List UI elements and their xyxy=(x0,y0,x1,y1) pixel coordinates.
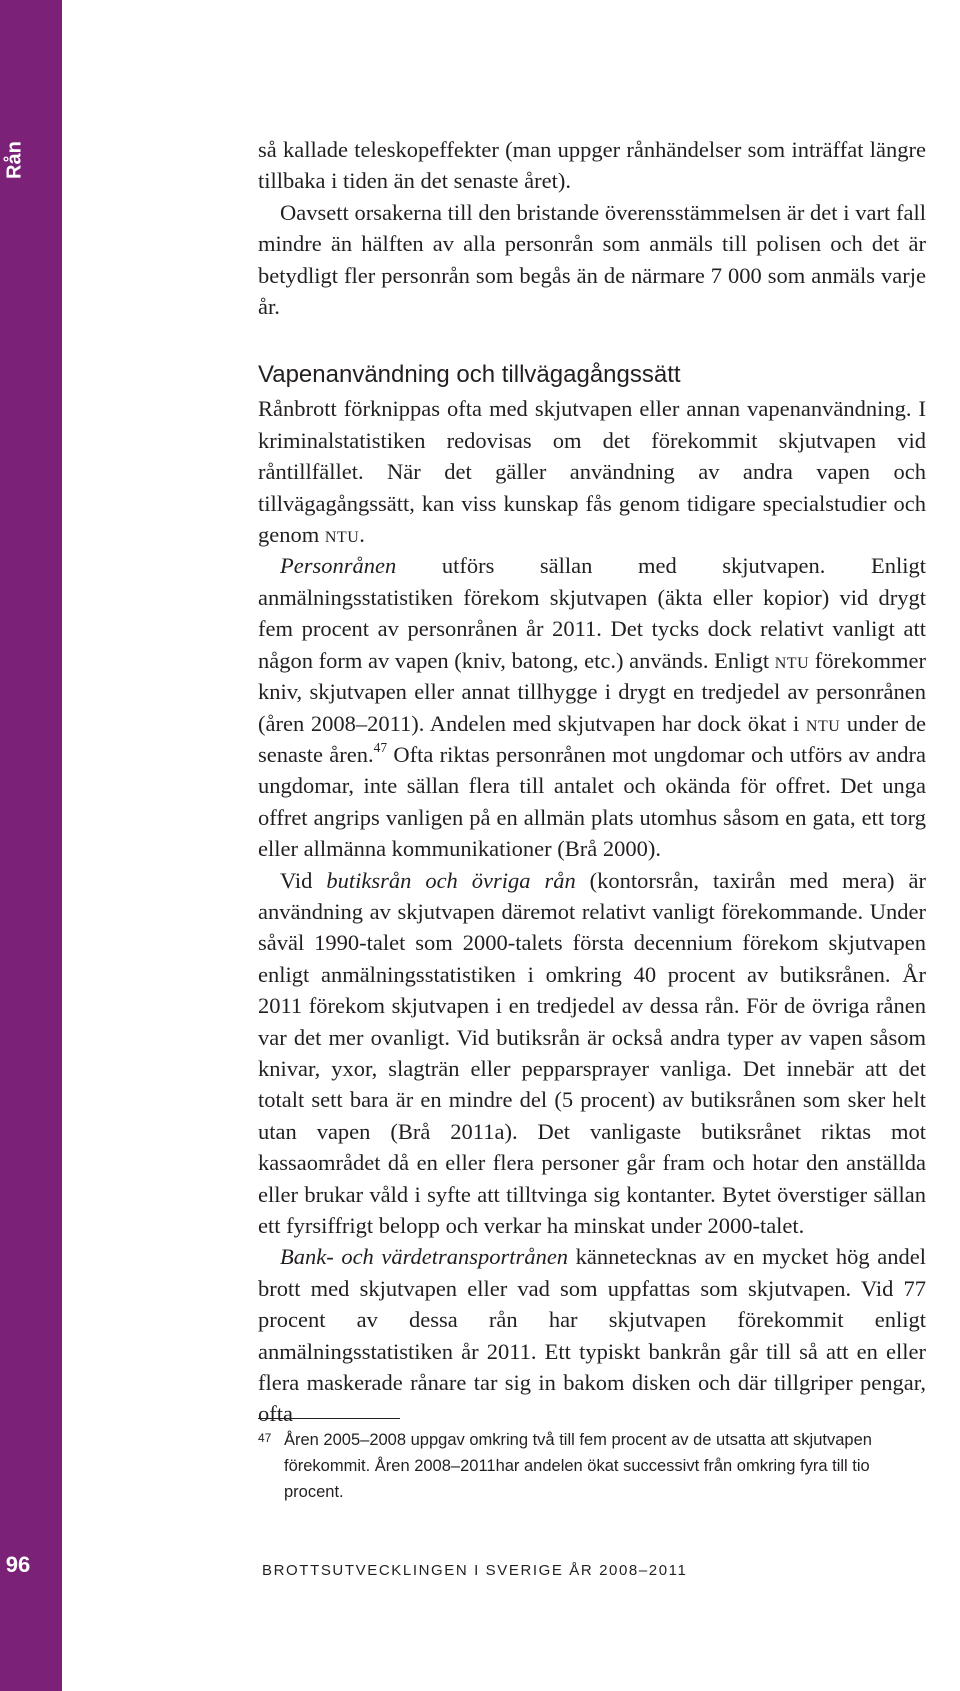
paragraph-2: Oavsett orsakerna till den bristande överensstämmelsen är det i vart fall mindre än hälften av alla personrån som anmäls till polisen och det är betydligt fler personrån som begås än de närmare 7 000 som anmäls varje år. xyxy=(258,199,926,320)
paragraph-4-text-b: förekommer kniv, skjutvapen eller annat tillhygge i drygt en tredjedel av personrånen (åren 2008–2011). Andelen med skjutvapen har dock ökat i xyxy=(258,647,926,736)
sidebar-band xyxy=(0,0,62,1691)
term-butiksran: butiksrån och övriga rån xyxy=(326,867,576,893)
paragraph-5 xyxy=(258,865,926,1242)
abbreviation-ntu: ntu xyxy=(805,710,841,736)
paragraph-6 xyxy=(258,1241,926,1429)
footnote-number: 47 xyxy=(258,1431,272,1445)
paragraph-3-text: Rånbrott förknippas ofta med skjutvapen eller annan vapenanvändning. I kriminalstatistiken redovisas om det förekommit skjutvapen vid råntillfället. När det gäller användning av andra vapen och tillvägagångssätt, kan viss kunskap fås genom tidigare specialstudier och genom xyxy=(258,396,926,548)
footnote-text: Åren 2005–2008 uppgav omkring två till fem procent av de utsatta att skjutvapen förekommit. Åren 2008–2011har andelen ökat successivt från omkring fyra till tio procent. xyxy=(284,1431,872,1501)
paragraph-5-text-a: Vid xyxy=(280,867,327,893)
footnote-ref[interactable]: 47 xyxy=(373,740,388,756)
paragraph-6-text: kännetecknas av en mycket hög andel brott med skjutvapen eller vad som uppfattas som skjutvapen. Vid 77 procent av dessa rån har skjutvapen förekommit enligt anmälningsstatistiken år 2011. Ett typiskt bankrån går till så att en eller flera maskerade rånare tar sig in bakom disken och där tillgriper pengar, ofta xyxy=(258,1244,926,1427)
footnote-divider xyxy=(258,1418,400,1419)
section-heading: Vapenanvändning och tillvägagångssätt xyxy=(258,361,681,389)
paragraph-1: så kallade teleskopeffekter (man uppger rånhändelser som inträffat längre tillbaka i tiden än det senaste året). xyxy=(258,137,926,194)
paragraph-4-text-a: utförs sällan med skjutvapen. Enligt anmälningsstatistiken förekom skjutvapen (äkta eller kopior) vid drygt fem procent av personrånen år 2011. Det tycks dock relativt vanligt att någon form av vapen (kniv, batong, etc.) används. Enligt xyxy=(258,553,926,673)
page-number: 96 xyxy=(5,1552,31,1577)
paragraph-4 xyxy=(258,550,926,864)
term-personranen: Personrånen xyxy=(280,553,397,579)
paragraph-5-text-b: (kontorsrån, taxirån med mera) är användning av skjutvapen däremot relativt vanligt förekommande. Under såväl 1990-talet som 2000-talets första decennium förekom skjutvapen enligt anmälningsstatistiken i omkring 40 procent av butiksrånen. År 2011 förekom skjutvapen i en tredjedel av dessa rån. För de övriga rånen var det mer ovanligt. Vid butiksrån är också andra typer av vapen såsom knivar, yxor, slagträn eller pepparsprayer vanliga. Det innebär att det totalt sett bara är en mindre del (5 procent) av butiksrånen som sker helt utan vapen (Brå 2011a). Det vanligaste butiksrånet riktas mot kassaområdet då en eller flera personer går fram och hotar den anställda eller brukar våld i syfte att tilltvinga sig kontanter. Bytet överstiger sällan ett fyrsiffrigt belopp och verkar ha minskat under 2000-talet. xyxy=(258,867,926,1238)
section-label: Rån xyxy=(3,141,26,179)
paragraph-4-text-c: under de senaste åren. xyxy=(258,710,927,767)
running-footer: BROTTSUTVECKLINGEN I SVERIGE ÅR 2008–2011 xyxy=(262,1562,688,1579)
abbreviation-ntu: ntu xyxy=(774,647,810,673)
paragraph-3 xyxy=(258,393,926,550)
abbreviation-ntu: ntu xyxy=(324,522,360,548)
term-bankran: Bank- och värdetransportrånen xyxy=(280,1244,569,1270)
body-text xyxy=(258,134,926,1430)
paragraph-3-end: . xyxy=(359,522,365,548)
footnote xyxy=(258,1427,926,1505)
paragraph-4-text-d: Ofta riktas personrånen mot ungdomar och utförs av andra ungdomar, inte sällan flera till antalet och okända för offret. Det unga offret angrips vanligen på en allmän plats utomhus såsom en gata, ett torg eller allmänna kommunikationer (Brå 2000). xyxy=(258,741,926,862)
